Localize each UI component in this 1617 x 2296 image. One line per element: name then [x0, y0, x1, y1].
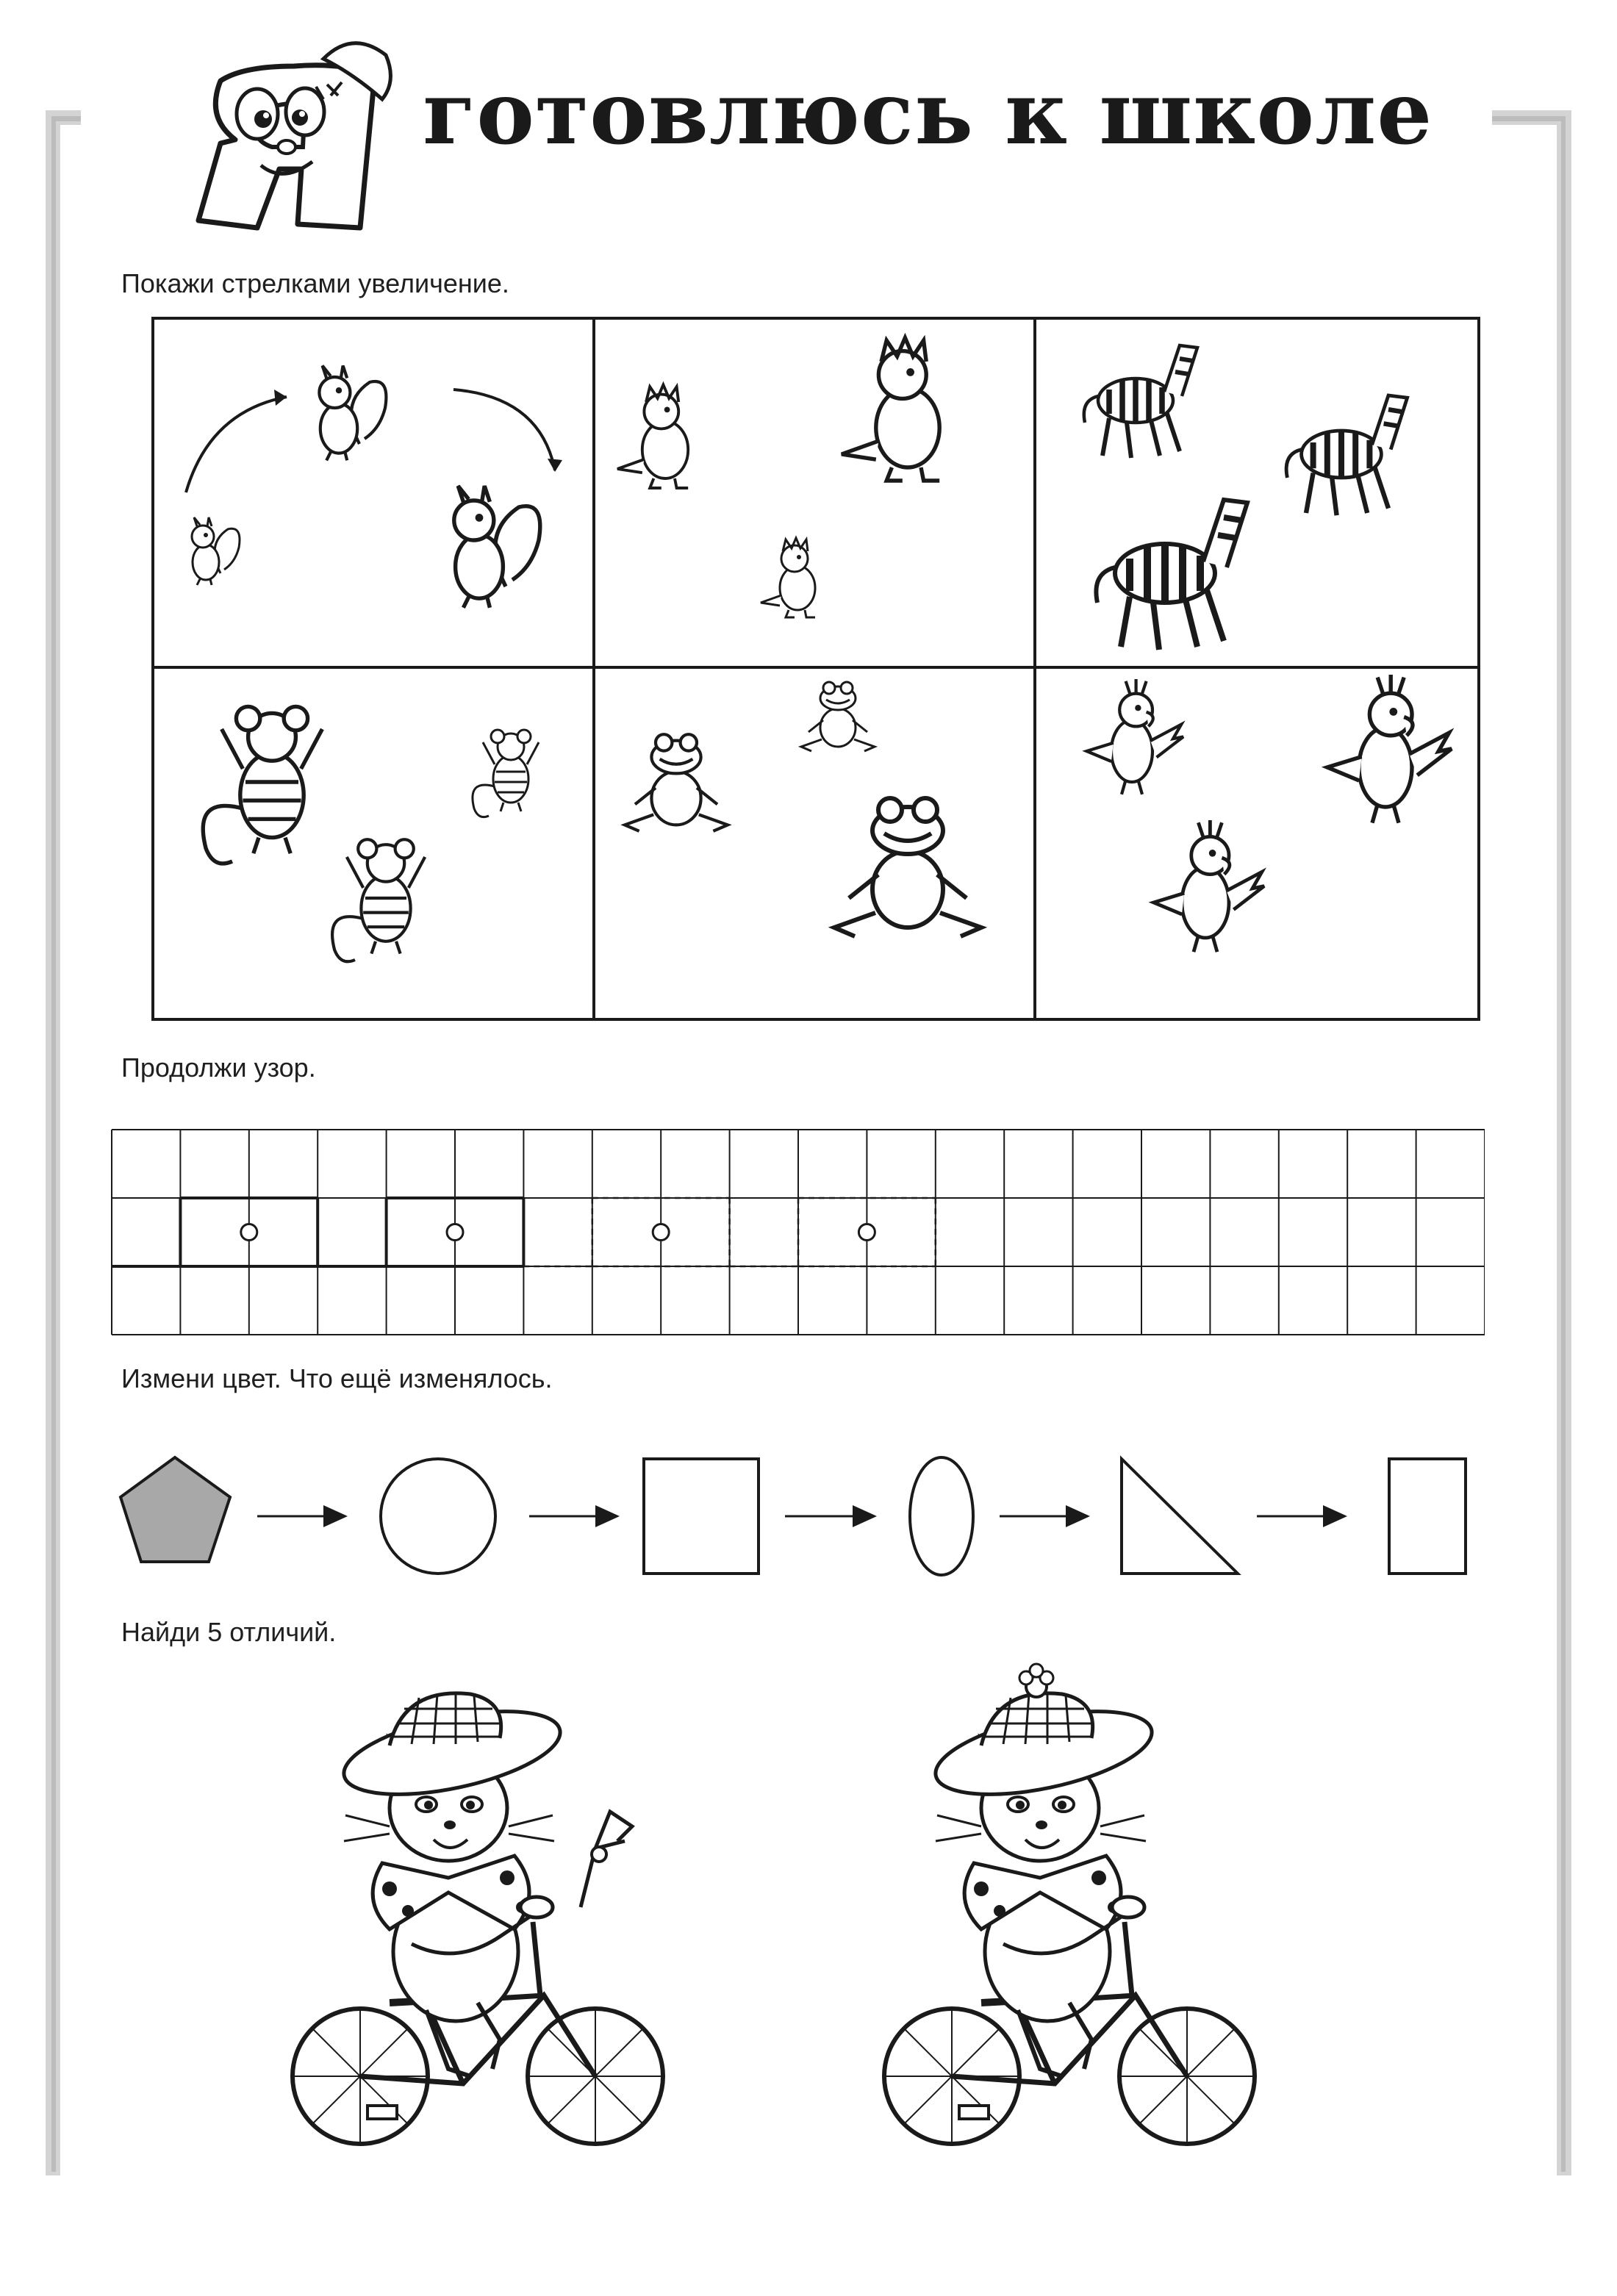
pattern-dot — [241, 1224, 257, 1241]
pentagon-shape — [121, 1457, 230, 1562]
circle-shape — [381, 1459, 495, 1574]
cat-image-right — [884, 1664, 1255, 2144]
cat-image-left — [293, 1693, 663, 2144]
triangle-shape — [1122, 1459, 1238, 1574]
task-growth-instruction: Покажи стрелками увеличение. — [121, 268, 509, 298]
pattern-dot — [447, 1224, 463, 1241]
shape-sequence — [110, 1444, 1485, 1584]
ellipse-shape — [910, 1457, 973, 1575]
letter-ya-mascot — [176, 29, 419, 250]
pattern-dot — [653, 1224, 669, 1241]
task-pattern-instruction: Продолжи узор. — [121, 1052, 316, 1083]
square-shape — [644, 1459, 759, 1574]
task-shapes-instruction: Измени цвет. Что ещё изменялось. — [121, 1363, 553, 1393]
differences-images — [272, 1657, 1286, 2164]
pattern-dot — [858, 1224, 875, 1241]
pattern-grid — [110, 1128, 1485, 1338]
rectangle-shape — [1389, 1459, 1466, 1574]
growth-grid — [151, 316, 1481, 1022]
task-differences-instruction: Найди 5 отличий. — [121, 1617, 337, 1647]
page-title: готовлюсь к школе — [423, 62, 1433, 164]
